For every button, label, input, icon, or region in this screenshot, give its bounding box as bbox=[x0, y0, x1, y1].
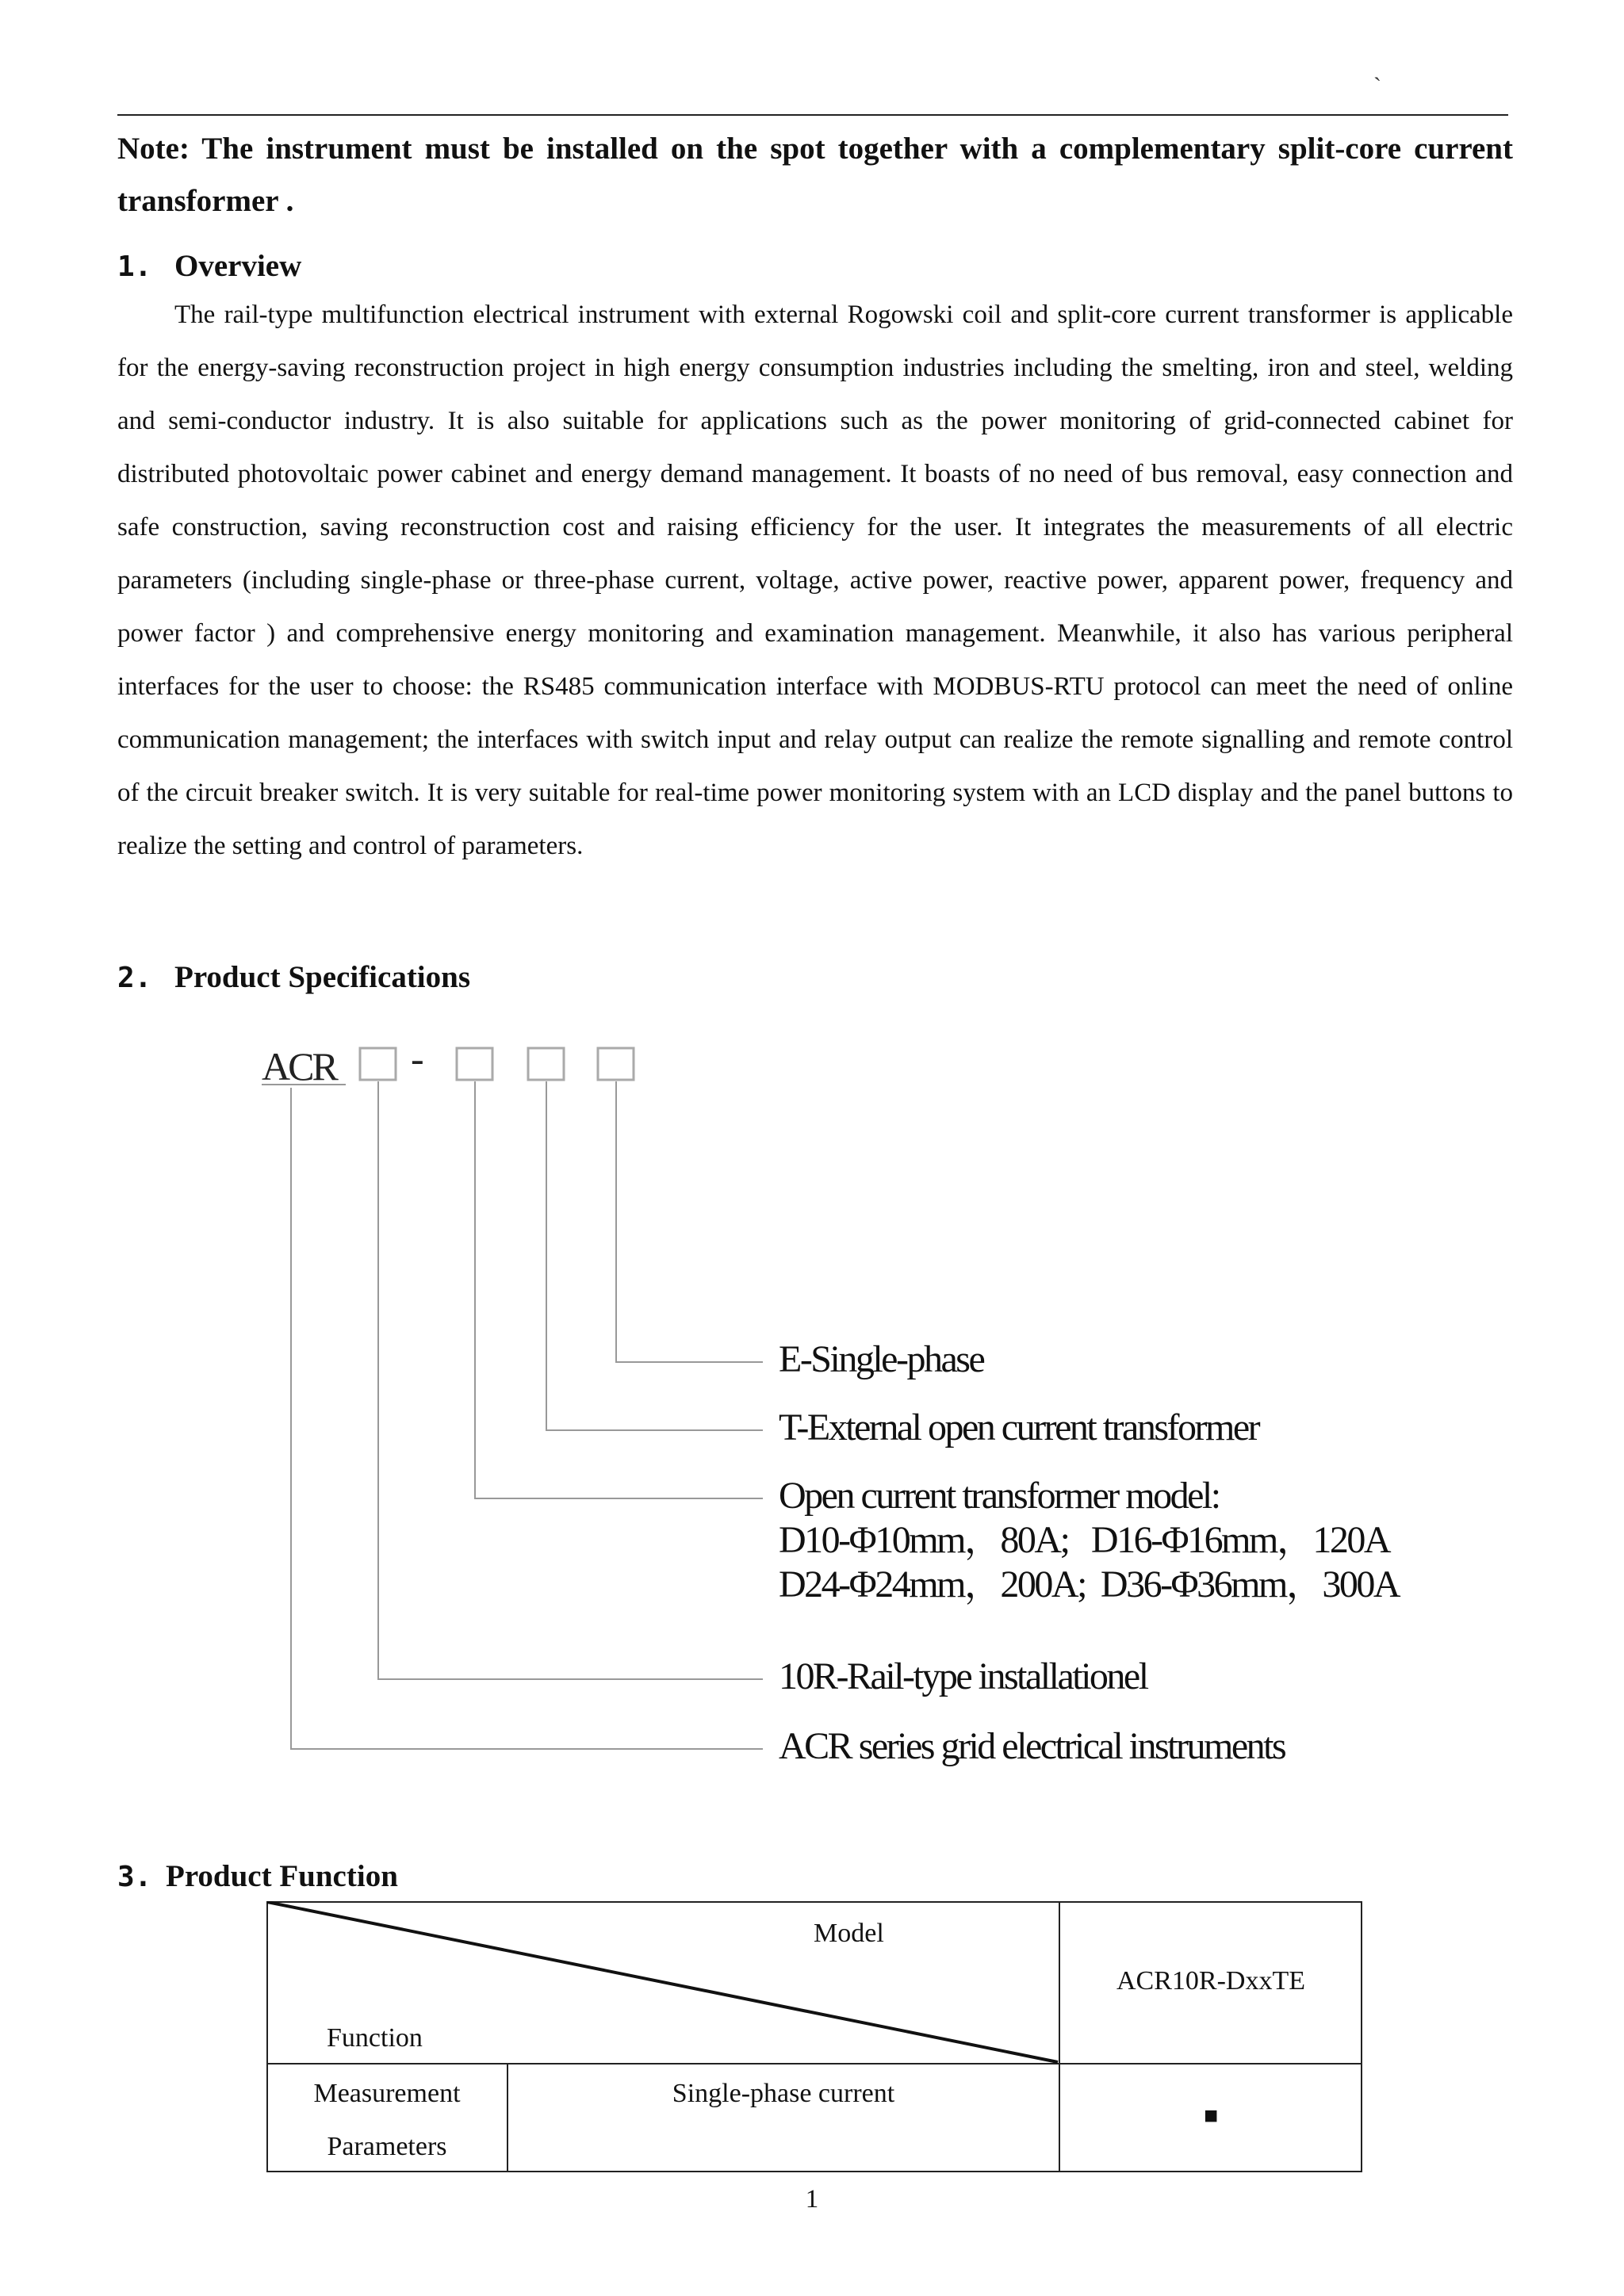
row-mark: ■ bbox=[1203, 2103, 1219, 2129]
label-transformer: T-External open current transformer bbox=[779, 1406, 1259, 1448]
overview-title: Overview bbox=[174, 249, 302, 283]
leader-installation bbox=[378, 1081, 763, 1679]
function-number: 3. bbox=[117, 1861, 152, 1893]
overview-paragraph: The rail-type multifunction electrical instrument with external Rogowski coil and split-core current transformer is applicable for the energy-saving reconstruction project in high energy consumption industries including the smelting, iron and steel, welding and semi-conductor industry. It is also suitable for applications such as the power monitoring of grid-connected cabinet for distributed photovoltaic power cabinet and energy demand management. It boasts of no need of bus removal, easy connection and safe construction, saving reconstruction cost and raising efficiency for the user. It integrates the measurements of all electric parameters (including single-phase or three-phase current, voltage, active power, reactive power, apparent power, frequency and power factor ) and comprehensive energy monitoring and examination management. Meanwhile, it also has various peripheral interfaces for the user to choose: the RS485 communication interface with MODBUS-RTU protocol can meet the need of online communication management; the interfaces with switch input and relay output can realize the remote signalling and remote control of the circuit breaker switch. It is very suitable for real-time power monitoring system with an LCD display and the panel buttons to realize the setting and control of parameters. bbox=[117, 300, 1513, 860]
header-function: Function bbox=[327, 2023, 423, 2053]
overview-number: 1. bbox=[117, 251, 152, 283]
label-model-line1: D10-Φ10mm，80A; D16-Φ16mm，120A bbox=[779, 1519, 1389, 1561]
model-name: ACR10R-DxxTE bbox=[1116, 1966, 1305, 1996]
header-model: Model bbox=[814, 1919, 884, 1948]
leader-series bbox=[291, 1088, 763, 1749]
label-model-line2: D24-Φ24mm，200A; D36-Φ36mm，300A bbox=[779, 1563, 1399, 1605]
label-series: ACR series grid electrical instruments bbox=[779, 1725, 1285, 1767]
code-box-phase bbox=[598, 1048, 634, 1080]
row-group-line2: Parameters bbox=[327, 2132, 447, 2161]
row-group-line1: Measurement bbox=[313, 2079, 461, 2108]
code-dash: - bbox=[411, 1036, 422, 1081]
code-box-transformer bbox=[528, 1048, 564, 1080]
label-model-title: Open current transformer model: bbox=[779, 1475, 1220, 1517]
specifications-title: Product Specifications bbox=[174, 960, 471, 994]
leader-model bbox=[475, 1081, 763, 1498]
row-item: Single-phase current bbox=[672, 2079, 895, 2108]
page-number: 1 bbox=[805, 2185, 819, 2214]
label-installation: 10R-Rail-type installationel bbox=[779, 1655, 1147, 1697]
leader-phase bbox=[616, 1081, 763, 1362]
function-heading bbox=[117, 1858, 398, 1896]
code-box-installation bbox=[360, 1048, 396, 1080]
leader-transformer bbox=[546, 1081, 763, 1430]
specifications-number: 2. bbox=[117, 962, 152, 994]
function-table bbox=[266, 1901, 1362, 2172]
header-mark: ` bbox=[1373, 73, 1381, 99]
label-phase: E-Single-phase bbox=[779, 1338, 984, 1380]
code-box-model bbox=[457, 1048, 492, 1080]
installation-note: Note: The instrument must be installed on the spot together with a complementary split-core current transformer . bbox=[117, 132, 1513, 218]
function-title: Product Function bbox=[166, 1859, 398, 1893]
code-prefix: ACR bbox=[262, 1044, 336, 1089]
